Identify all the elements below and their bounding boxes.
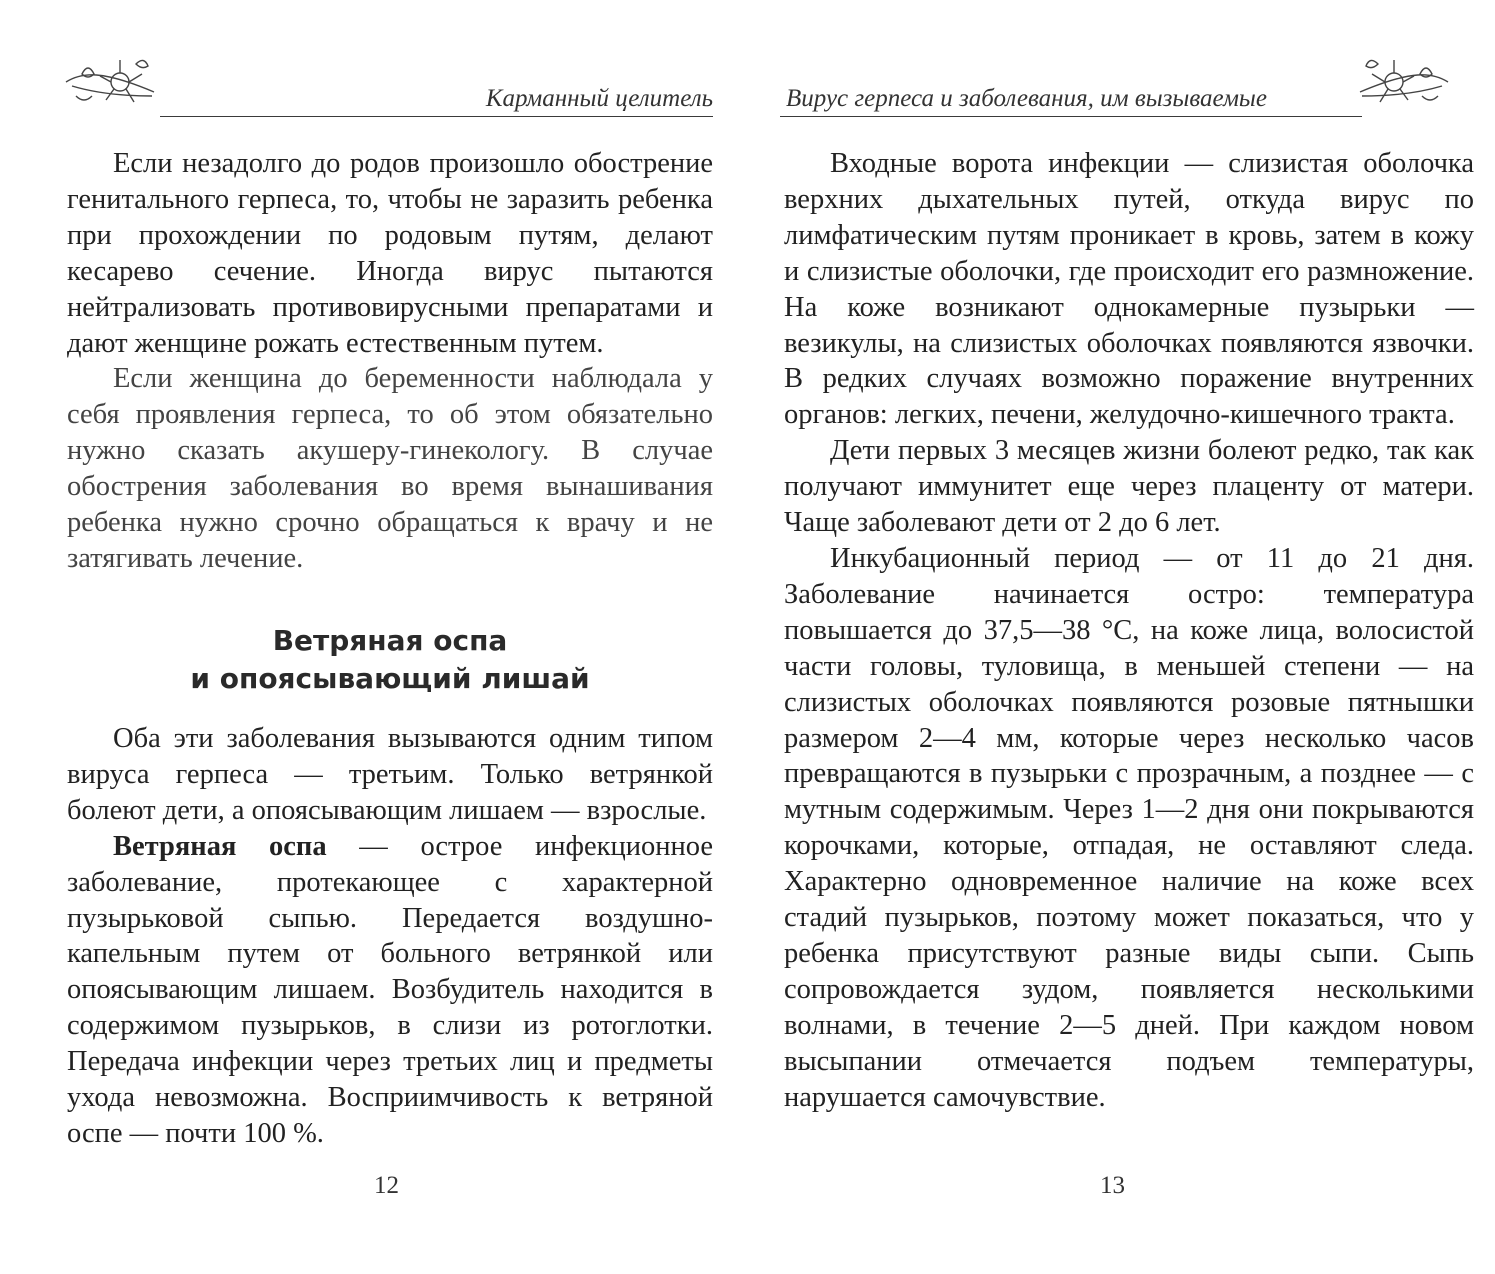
header-rule	[160, 116, 713, 117]
page-number: 12	[374, 1172, 399, 1199]
paragraph: Оба эти заболевания вызываются одним типом вируса герпеса — третьим. Только ветрянкой болеют дети, а опоясывающим лишаем — взрослые.	[67, 723, 713, 826]
header-rule	[780, 116, 1362, 117]
flower-ornament-icon	[1356, 52, 1452, 112]
section-title-line: и опоясывающий лишай	[190, 662, 590, 695]
paragraph: Дети первых 3 месяцев жизни болеют редко, так как получают иммунитет еще через плаценту от матери. Чаще заболевают дети от 2 до 6 лет.	[784, 435, 1474, 539]
body-text	[784, 146, 1474, 1115]
running-head: Карманный целитель	[485, 85, 713, 112]
paragraph: Входные ворота инфекции — слизистая оболочка верхних дыхательных путей, откуда вирус по лимфатическим путям проникает в кровь, затем в кожу и слизистые оболочки, где происходит его размножение. На коже возникают однокамерные пузырьки — везикулы, на слизистых оболочках появляются язвочки. В редких случаях возможно поражение внутренних органов: легких, печени, желудочно-кишечного тракта.	[784, 148, 1474, 431]
left-page	[0, 0, 747, 1274]
body-text	[67, 146, 713, 577]
right-page	[748, 0, 1495, 1274]
page-number: 13	[1100, 1172, 1125, 1199]
paragraph: Инкубационный период — от 11 до 21 дня. Заболевание начинается остро: температура повышается до 37,5—38 °C, на коже лица, волосистой части головы, туловища, в меньшей степени — на слизистых оболочках появляются розовые пятнышки размером 2—4 мм, которые через несколько часов превращаются в пузырьки с прозрачным, а позднее — с мутным содержимым. Через 1—2 дня они покрываются корочками, которые, отпадая, не оставляют следа. Характерно одновременное наличие на коже всех стадий пузырьков, поэтому может показаться, что у ребенка присутствуют разные виды сыпи. Сыпь сопровождается зудом, появляется несколькими волнами, в течение 2—5 дней. При каждом новом высыпании отмечается подъем температуры, нарушается самочувствие.	[784, 542, 1474, 1113]
section-title	[67, 622, 713, 698]
definition-paragraph	[67, 829, 713, 1152]
definition-term: Ветряная оспа	[113, 830, 327, 862]
flower-ornament-icon	[62, 52, 158, 112]
section-title-line: Ветряная оспа	[272, 624, 508, 657]
running-head: Вирус герпеса и заболевания, им вызываемые	[786, 85, 1267, 112]
paragraph: Если незадолго до родов произошло обострение генитального герпеса, то, чтобы не заразить ребенка при прохождении по родовым путям, делают кесарево сечение. Иногда вирус пытаются нейтрализовать противовирусными препаратами и дают женщине рожать естественным путем.	[67, 148, 713, 359]
definition-text: — острое инфекционное заболевание, протекающее с характерной пузырьковой сыпью. Передается воздушно-капельным путем от больного ветрянкой или опоясывающим лишаем. Возбудитель находится в содержимом пузырьков, в слизи из ротоглотки. Передача инфекции через третьих лиц и предметы ухода невозможна. Восприимчивость к ветряной оспе — почти 100 %.	[67, 830, 713, 1149]
paragraph: Если женщина до беременности наблюдала у себя проявления герпеса, то об этом обязательно нужно сказать акушеру-гинекологу. В случае обострения заболевания во время вынашивания ребенка нужно срочно обращаться к врачу и не затягивать лечение.	[67, 363, 713, 574]
body-text	[67, 721, 713, 1152]
